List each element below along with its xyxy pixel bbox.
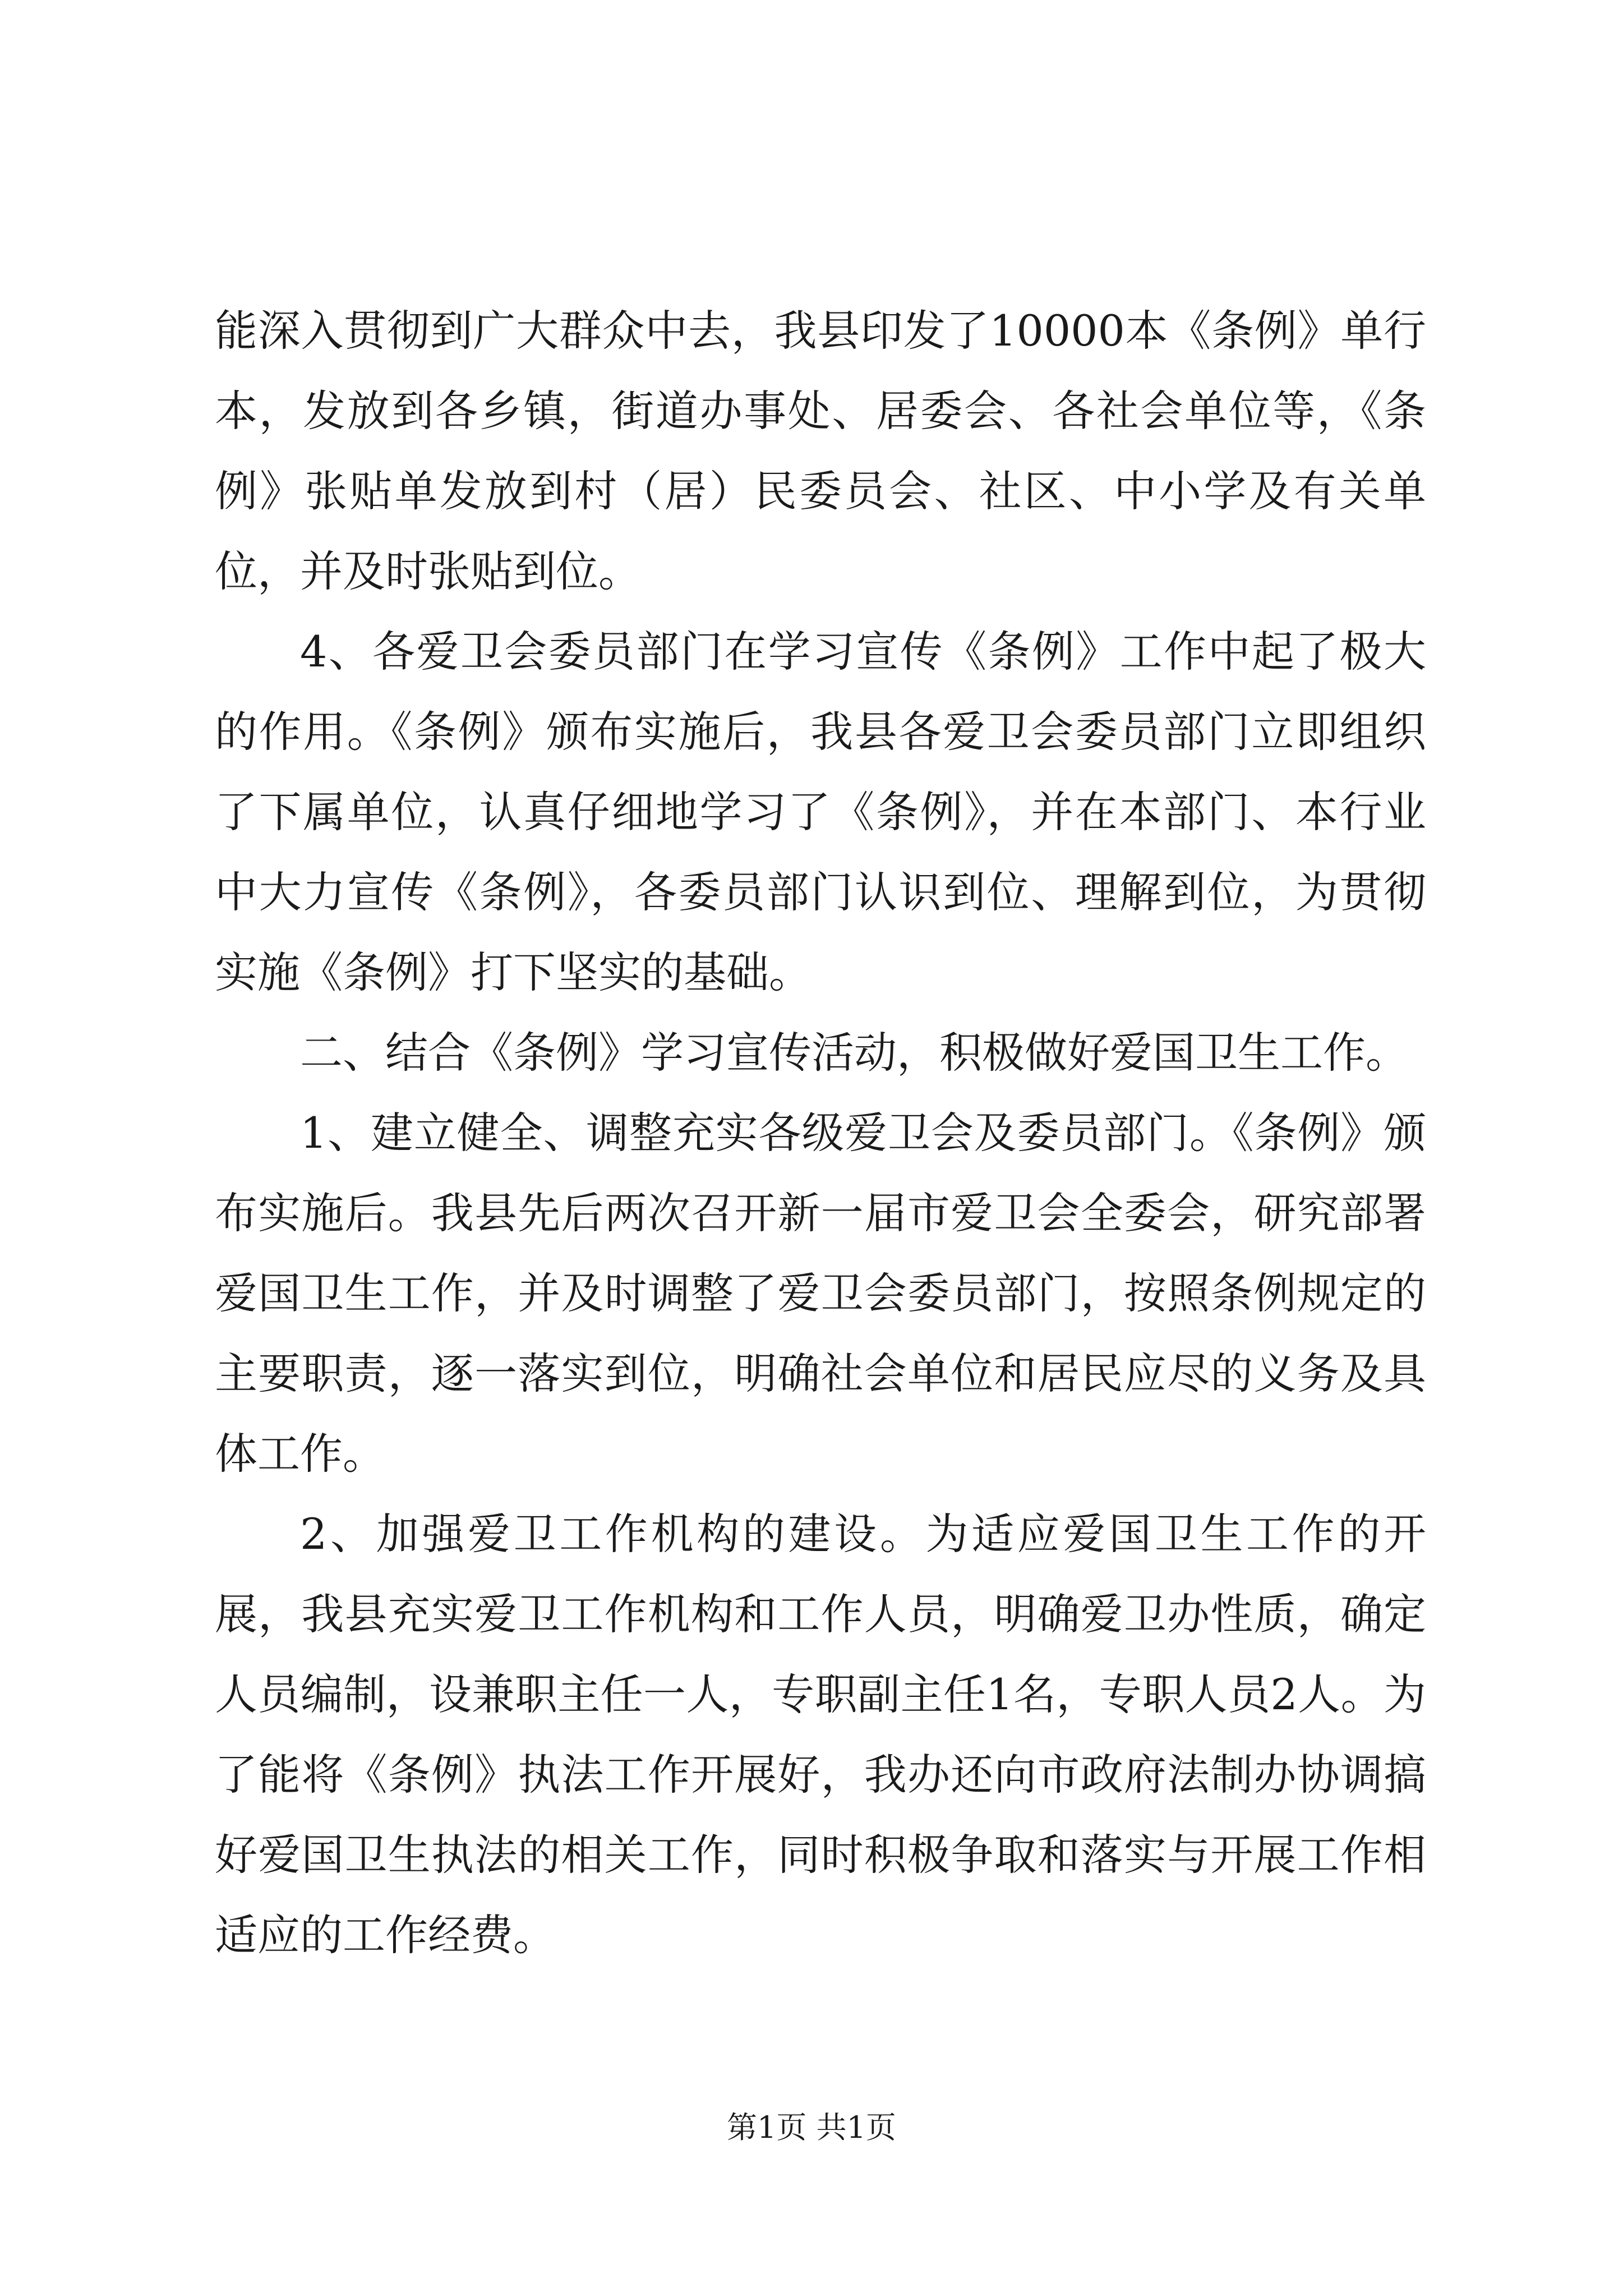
paragraph-3: 1、建立健全、调整充实各级爱卫会及委员部门。《条例》颁布实施后。我县先后两次召开新一届市爱卫会全委会，研究部署爱国卫生工作，并及时调整了爱卫会委员部门，按照条例规定的主要职责，逐一落实到位，明确社会单位和居民应尽的义务及具体工作。: [215, 1108, 1426, 1479]
paragraph-1: 能深入贯彻到广大群众中去，我县印发了10000本《条例》单行本，发放到各乡镇，街道办事处、居委会、各社会单位等，《条例》张贴单发放到村（居）民委员会、社区、中小学及有关单位，并及时张贴到位。: [215, 306, 1426, 596]
section-heading: 二、结合《条例》学习宣传活动，积极做好爱国卫生工作。: [300, 1028, 1408, 1078]
paragraph-4: 2、加强爱卫工作机构的建设。为适应爱国卫生工作的开展，我县充实爱卫工作机构和工作人员，明确爱卫办性质，确定人员编制，设兼职主任一人，专职副主任1名，专职人员2人。为了能将《条例》执法工作开展好，我办还向市政府法制办协调搞好爱国卫生执法的相关工作，同时积极争取和落实与开展工作相适应的工作经费。: [215, 1509, 1426, 1960]
document-body: [215, 291, 1426, 1975]
page-footer: 第1页 共1页: [727, 2110, 896, 2145]
paragraph-2: 4、各爱卫会委员部门在学习宣传《条例》工作中起了极大的作用。《条例》颁布实施后，我县各爱卫会委员部门立即组织了下属单位，认真仔细地学习了《条例》，并在本部门、本行业中大力宣传《条例》，各委员部门认识到位、理解到位，为贯彻实施《条例》打下坚实的基础。: [215, 627, 1426, 997]
